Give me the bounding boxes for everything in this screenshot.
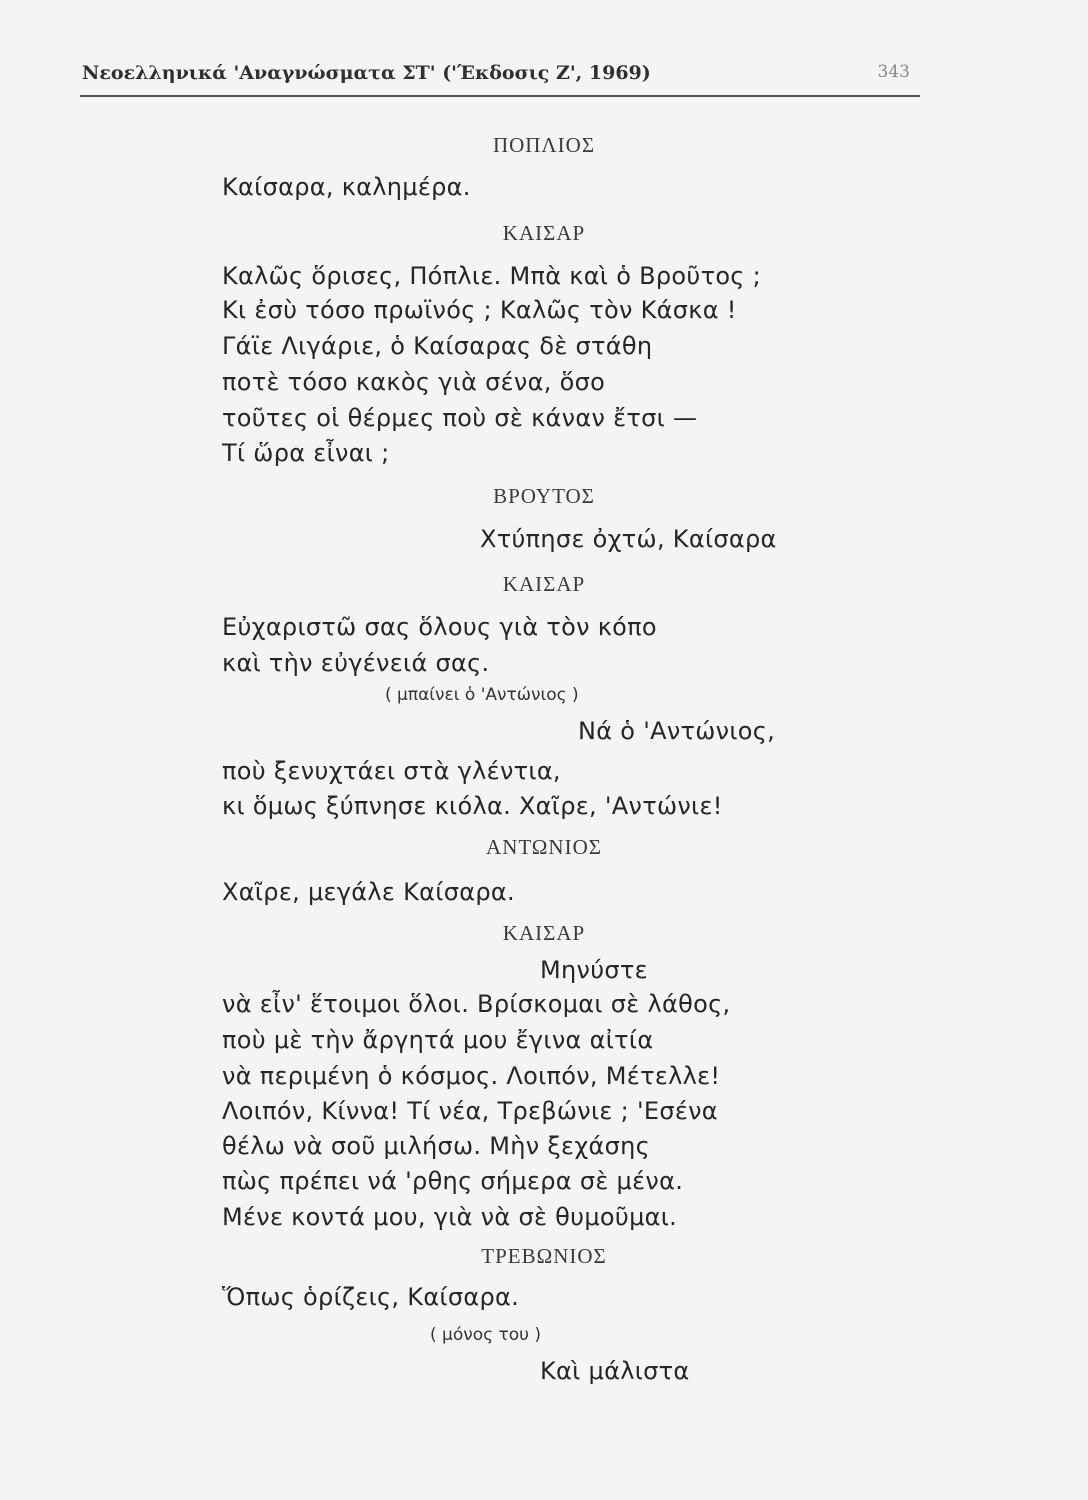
- verse-line: θέλω νὰ σοῦ μιλήσω. Μὴν ξεχάσης: [222, 1132, 651, 1160]
- speaker-name: ΚΑΙΣΑΡ: [502, 572, 586, 596]
- verse-line: Εὐχαριστῶ σας ὅλους γιὰ τὸν κόπο: [222, 613, 657, 641]
- verse-line: Καὶ μάλιστα: [540, 1357, 690, 1385]
- header-rule: [80, 95, 920, 97]
- verse-line: Χαῖρε, μεγάλε Καίσαρα.: [222, 878, 515, 906]
- speaker-name: ΒΡΟΥΤΟΣ: [493, 484, 595, 508]
- verse-line: Ὅπως ὁρίζεις, Καίσαρα.: [222, 1283, 520, 1311]
- verse-line: Μηνύστε: [540, 956, 648, 984]
- speaker-name: ΚΑΙΣΑΡ: [502, 221, 586, 245]
- stage-direction: ( μόνος του ): [430, 1325, 542, 1345]
- verse-line: κι ὅμως ξύπνησε κιόλα. Χαῖρε, 'Αντώνιε!: [222, 792, 723, 820]
- verse-line: Καίσαρα, καλημέρα.: [222, 173, 471, 201]
- speaker-name: ΤΡΕΒΩΝΙΟΣ: [481, 1244, 607, 1268]
- verse-line: ποτὲ τόσο κακὸς γιὰ σένα, ὅσο: [222, 368, 606, 396]
- stage-direction: ( μπαίνει ὁ 'Αντώνιος ): [385, 685, 579, 705]
- verse-line: Χτύπησε ὀχτώ, Καίσαρα: [480, 525, 777, 553]
- verse-line: καὶ τὴν εὐγένειά σας.: [222, 649, 490, 677]
- verse-line: Τί ὥρα εἶναι ;: [222, 439, 390, 467]
- verse-line: τοῦτες οἱ θέρμες ποὺ σὲ κάναν ἔτσι —: [222, 404, 698, 432]
- verse-line: νὰ περιμένη ὁ κόσμος. Λοιπόν, Μέτελλε!: [222, 1062, 721, 1090]
- verse-line: Μένε κοντά μου, γιὰ νὰ σὲ θυμοῦμαι.: [222, 1203, 678, 1231]
- verse-line: ποὺ ξενυχτάει στὰ γλέντια,: [222, 757, 561, 785]
- speaker-name: ΚΑΙΣΑΡ: [502, 921, 586, 945]
- running-header: [82, 62, 922, 84]
- speaker-name: ΑΝΤΩΝΙΟΣ: [486, 835, 602, 859]
- verse-line: πὼς πρέπει νά 'ρθης σήμερα σὲ μένα.: [222, 1167, 684, 1195]
- verse-line: Καλῶς ὅρισες, Πόπλιε. Μπὰ καὶ ὁ Βροῦτος ;: [222, 262, 762, 290]
- verse-line: Γάϊε Λιγάριε, ὁ Καίσαρας δὲ στάθη: [222, 332, 653, 360]
- verse-line: Νά ὁ 'Αντώνιος,: [578, 717, 776, 745]
- verse-line: Λοιπόν, Κίννα! Τί νέα, Τρεβώνιε ; 'Εσένα: [222, 1097, 718, 1125]
- header-title: Νεοελληνικά 'Αναγνώσματα ΣΤ' ('Έκδοσις Ζ', 1969): [82, 62, 651, 84]
- verse-line: νὰ εἶν' ἕτοιμοι ὅλοι. Βρίσκομαι σὲ λάθος,: [222, 990, 731, 1018]
- speaker-name: ΠΟΠΛΙΟΣ: [492, 133, 596, 157]
- page-number: 343: [877, 62, 910, 82]
- verse-line: ποὺ μὲ τὴν ἄργητά μου ἔγινα αἰτία: [222, 1026, 654, 1054]
- verse-line: Κι ἐσὺ τόσο πρωϊνός ; Καλῶς τὸν Κάσκα !: [222, 296, 737, 324]
